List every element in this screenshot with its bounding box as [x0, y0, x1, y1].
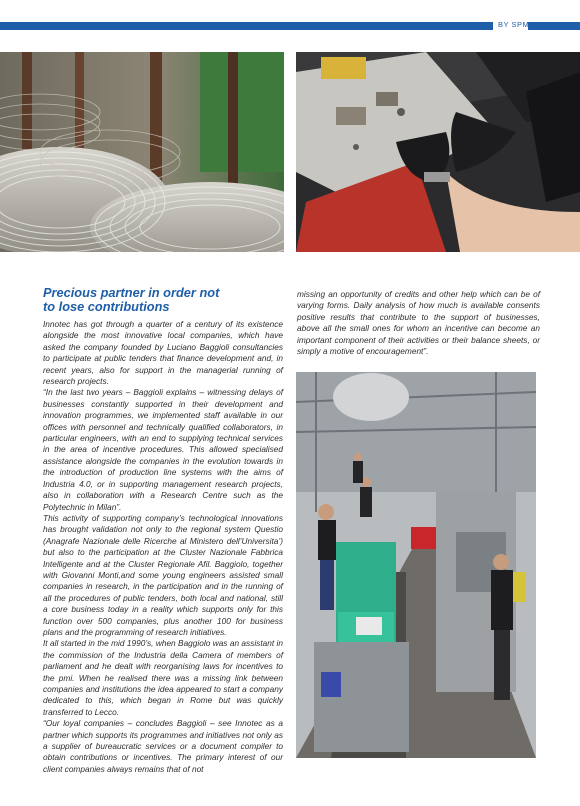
- article-heading: [43, 286, 283, 314]
- factory-floor-photo: [296, 372, 536, 758]
- paragraph: missing an opportunity of credits and other help which can be of varying forms. Daily analysis of how much is available consents positive results that contribute to the support of businesses, above all the small ones for whom an incentive can become an important component of their activities or their balance sheets, or simply a motive of encouragement”.: [297, 289, 540, 357]
- top-rule-right: [528, 22, 580, 30]
- paragraph: “Our loyal companies – concludes Baggioli – see Innotec as a partner which supports its programmes and initiatives not only as a supplier of bureaucratic services or a document compiler to obtain contributions or incentives. The primary interest of our client companies always remains that of not: [43, 718, 283, 774]
- paragraph: Innotec has got through a quarter of a century of its existence alongside the most innovative local companies, which have asked the company founded by Luciano Baggioli consultancies to participate at public tenders that finance development and, in recent years, also for support in the managerial running of research projects.: [43, 319, 283, 387]
- paragraph: It all started in the mid 1990’s, when Baggiolo was an assistant in the commission of the Industria della Camera of members of parliament and he dealt with reorganising laws for incentives to the pmi. When he realised there was a missing link between companies and institutions the idea appeared to start a company dedicated to this, which began in Rome but was quickly transferred to Lecco.: [43, 638, 283, 717]
- paragraph: This activity of supporting company’s technological innovations has brought validation not only to the regional system Questio (Anagrafe Nazionale delle Ricerche al Ministero dell’Universita’) but also to the participation at the Cluster Nazionale Fabbrica Intelligente and at the Cluster Regionale Afil. Baggiolo, together with Giovanni Monti,and some young engineers assisted small companies in research, in the participation and in the running of all the procedures of public tenders, both local and national, still a core business today in a reality which supports only for this function over 500 companies, plus another 100 for business plans and the programming of research initiatives.: [43, 512, 283, 637]
- hands-assembly-photo: [296, 52, 580, 252]
- heading-line-1: Precious partner in order not: [43, 285, 220, 300]
- paragraph: “In the last two years – Baggioli explains – witnessing delays of businesses constantly supported in their development and innovation programmes, we implemented staff available in our offices with personnel and technically qualified collaborators, in particular engineers, with an end to supplying technical services in the area of incentive procedures. This allowed specialised assistance alongside the companies in the evolution towards in the introduction of production line systems with the aims of Industria 4.0, or in supporting management research projects, also in collaboration with a Research Centre such as the Polytechnic in Milan”.: [43, 387, 283, 512]
- heading-line-2: to lose contributions: [43, 299, 170, 314]
- header-tag: BY SPM: [498, 20, 530, 29]
- right-text-column: [297, 289, 540, 357]
- top-rule: [0, 22, 580, 30]
- top-rule-left: [0, 22, 493, 30]
- left-text-column: [43, 319, 283, 775]
- wire-coils-photo: [0, 52, 284, 252]
